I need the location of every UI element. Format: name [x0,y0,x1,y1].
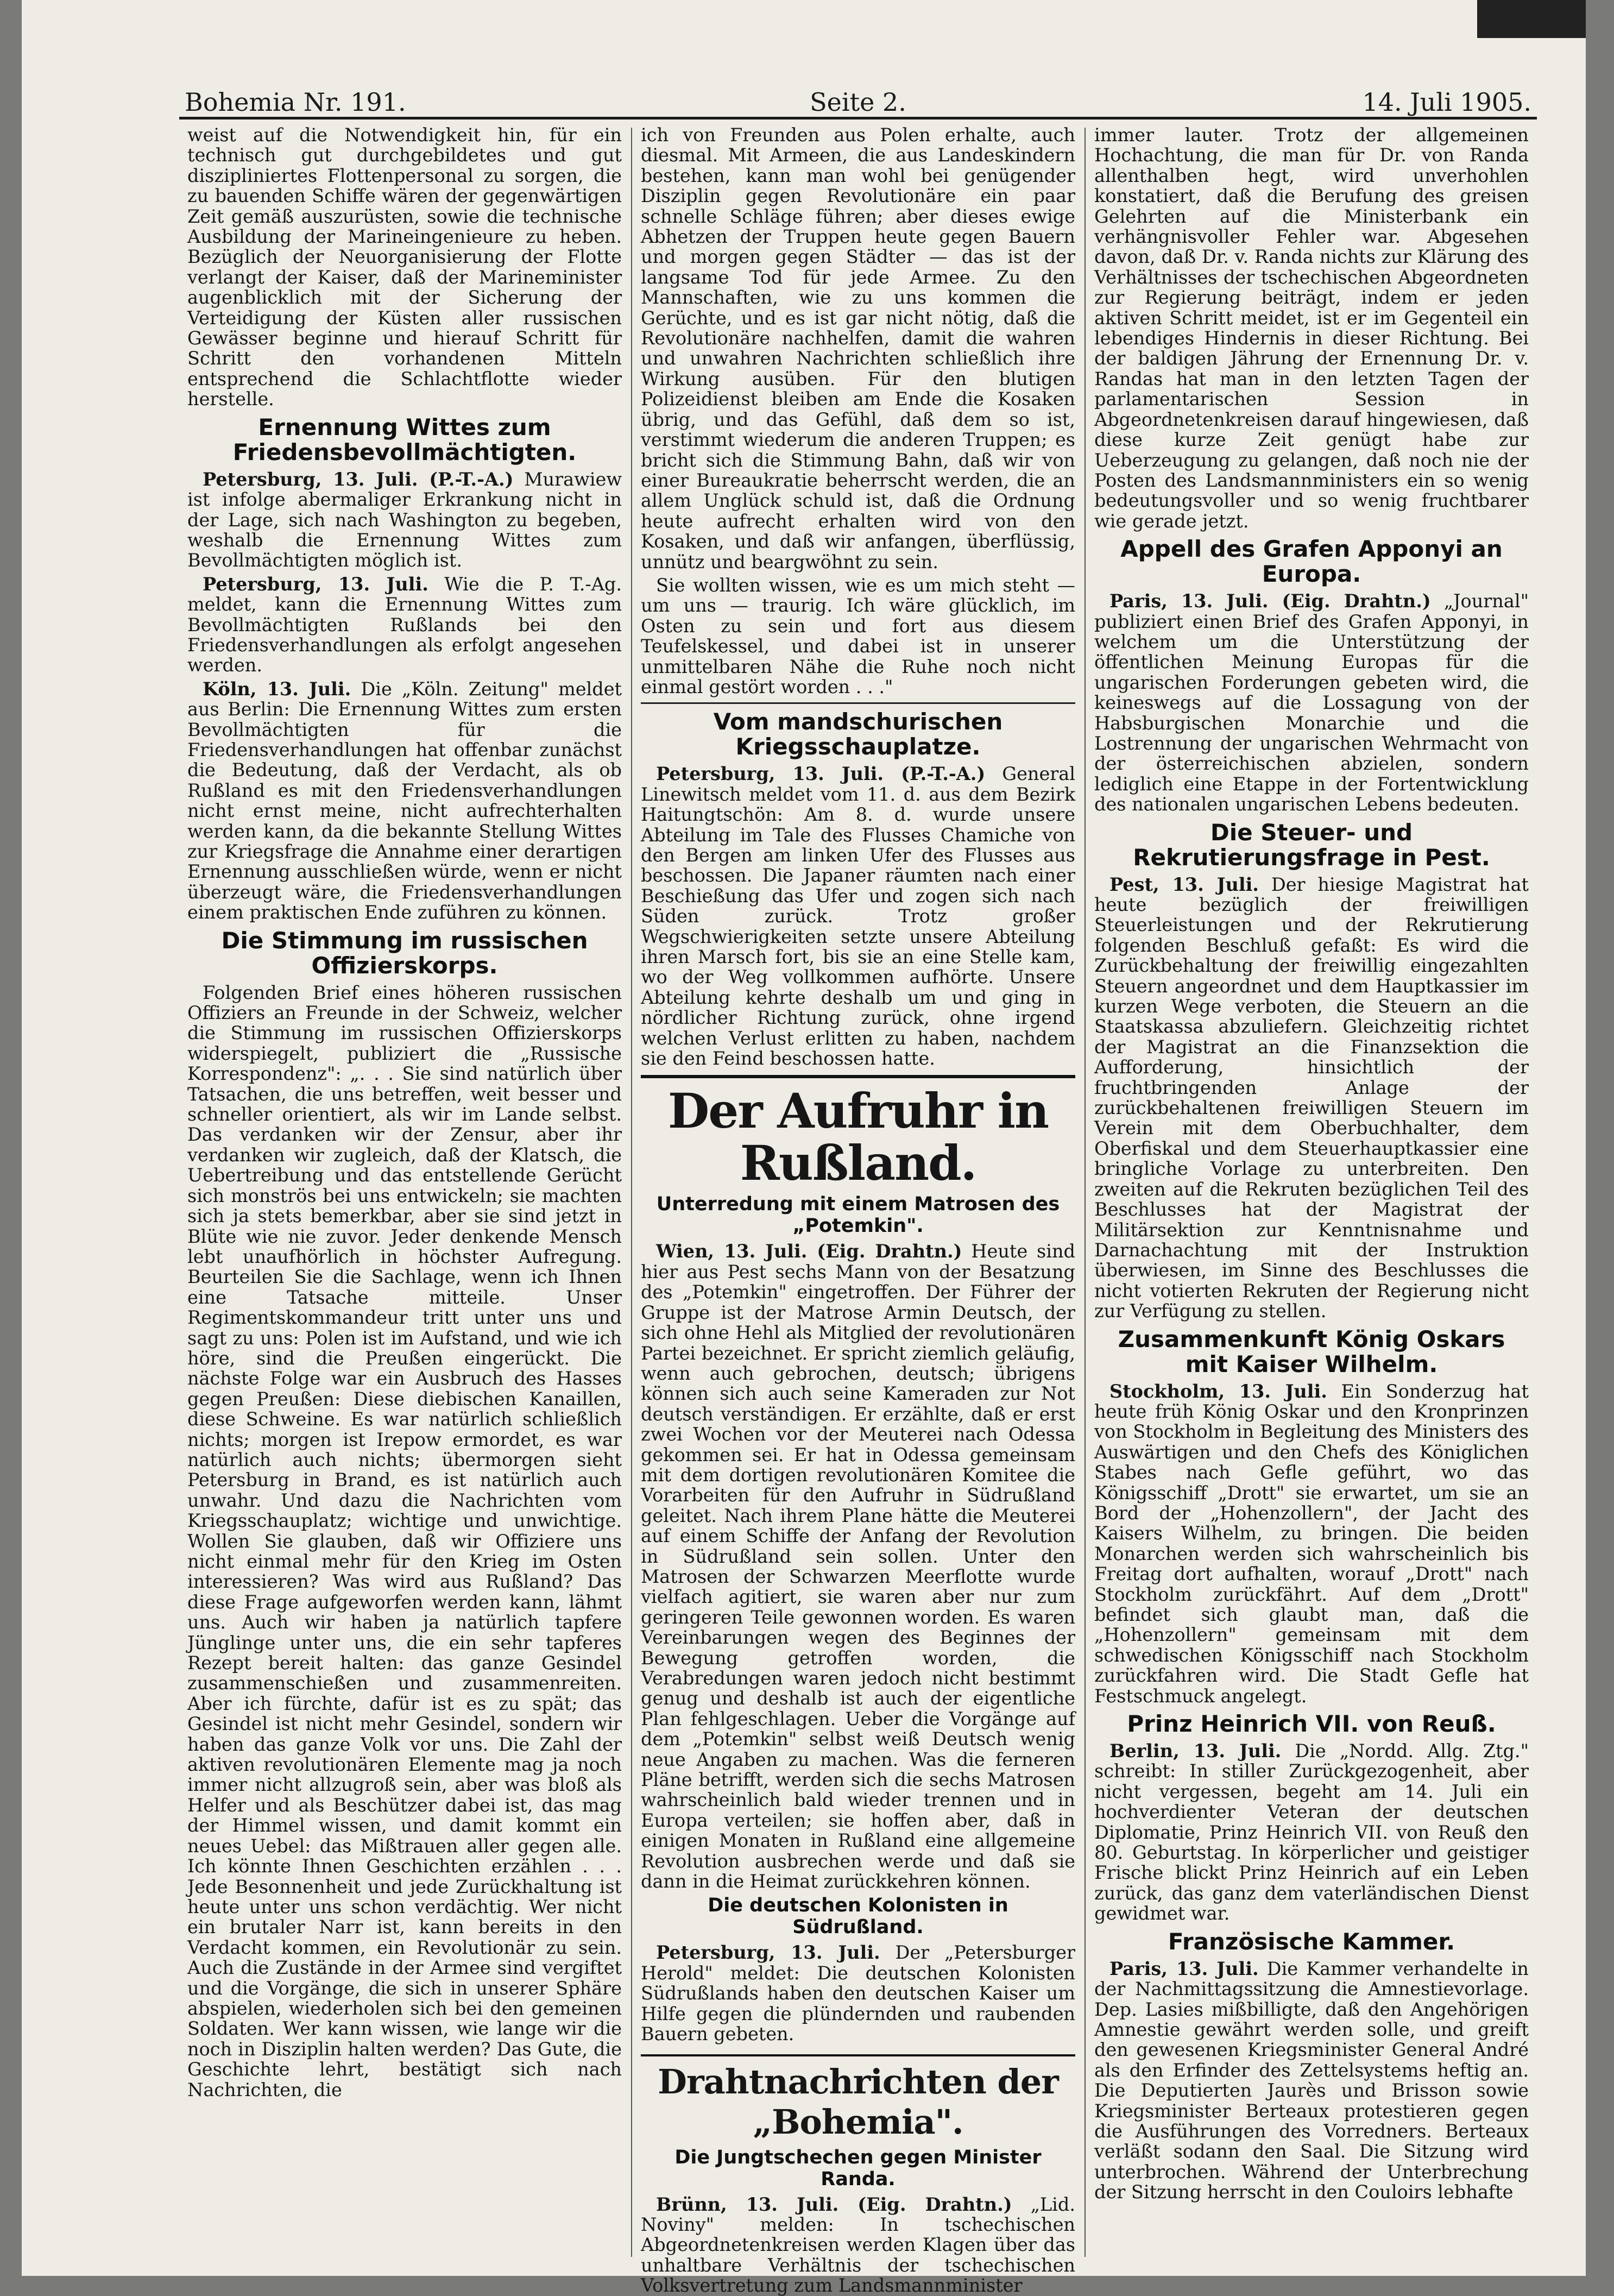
article-text [1094,591,1529,814]
article-text [1094,1741,1529,1924]
column-divider [631,128,632,2257]
header-rule [179,117,1537,119]
dateline: Petersburg, 13. Juli. (P.-T.-A.) [656,763,985,784]
headline-kammer: Französische Kammer. [1094,1929,1529,1954]
headline-kriegsschauplatz: Vom mandschurischen Kriegsschauplatze. [641,709,1075,759]
article-body: „Lid. Noviny" melden: In tschechischen Abgeordnetenkreisen werden Klagen über das unhaltbare Verhältnis der tschechischen Volksvertretung zum Landsmannminister [641,2194,1075,2296]
article-text: Folgenden Brief eines höheren russischen Offiziers an Freunde in der Schweiz, welcher die Stimmung im russischen Offizierskorps widerspiegelt, publiziert die „Russische Korrespondenz": „. . . Sie sind natürlich über Tatsachen, die uns betreffen, weit besser und schneller orientiert, als wir im Lande selbst. Das verdanken wir der Zensur, aber ihr verdanken wir zugleich, daß der Klatsch, die Uebertreibung und das entstellende Gerücht sich monströs bei uns entwickeln; sie machten sich ja stets bemerkbar, aber sie sind jetzt in Blüte wie nie zuvor. Jeder denkende Mensch lebt unaufhörlich in höchster Aufregung. Beurteilen Sie die Sachlage, wenn ich Ihnen eine Tatsache mitteile. Unser Regimentskommandeur tritt unter uns und sagt zu uns: Polen ist im Aufstand, und wie ich höre, sind die Preußen eingerückt. Die nächste Folge war ein Ausbruch des Hasses gegen Preußen: Diese diebischen Kanaillen, diese Schweine. Es war natürlich schließlich nichts; morgen ist Irepow ermordet, es war natürlich auch nichts; übermorgen sieht Petersburg in Brand, es ist natürlich auch unwahr. Und dazu die Nachrichten vom Kriegsschauplatz; wichtige und unwichtige. Wollen Sie glauben, daß wir Offiziere uns nicht einmal mehr für den Krieg im Osten interessieren? Was wird aus Rußland? Das diese Frage aufgeworfen werden kann, lähmt uns. Auch wir haben ja natürlich tapfere Jünglinge unter uns, die ein sehr tapferes Rezept bereit halten: das ganze Gesindel zusammenschießen und zusammenreiten. Aber ich fürchte, dafür ist es zu spät; das Gesindel ist nicht mehr Gesindel, sondern wir haben das ganze Volk vor uns. Die Zahl der aktiven revolutionären Elemente mag ja noch immer nicht allzugroß sein, aber was bloß als Helfer und als Beschützer dabei ist, das mag der Himmel wissen, und damit kommt ein neues Uebel: das Mißtrauen aller gegen alle. Ich könnte Ihnen Geschichten erzählen . . . Jede Besonnenheit und jede Zurückhaltung ist heute unter uns schon verdächtig. Wer nicht ein brutaler Narr ist, kann bereits in den Verdacht kommen, ein Revolutionär zu sein. Auch die Zustände in der Armee sind vergiftet und die Vorgänge, die sich in unserer Sphäre abspielen, wiederholen sich bei den gemeinen Soldaten. Wer kann wissen, wie lange wir die noch in Disziplin halten werden? Das Gute, die Geschichte lehrt, bestätigt sich nach Nachrichten, die [187,983,622,2100]
dateline: Wien, 13. Juli. (Eig. Drahtn.) [656,1241,962,1262]
article-text [641,1241,1075,1891]
dateline: Paris, 13. Juli. [1109,1958,1259,1979]
dateline: Berlin, 13. Juli. [1109,1740,1281,1762]
header-center: Seite 2. [185,87,1531,117]
article-text [187,679,622,923]
section-title-drahtnachrichten: Drahtnachrichten der „Bohemia". [641,2054,1075,2142]
column-3 [1094,125,1529,2260]
article-text: Sie wollten wissen, wie es um mich steht — um uns — traurig. Ich wäre glücklich, im Osten zu sein und fort aus diesem Teufelskessel, und dabei ist in unserer unmittelbaren Nähe die Ruhe noch nicht einmal gestört worden . . ." [641,575,1075,697]
dateline: Petersburg, 13. Juli. (P.-T.-A.) [203,469,514,490]
headline-witte: Ernennung Wittes zum Friedensbevollmächtigten. [187,415,622,465]
article-body: Der hiesige Magistrat hat heute bezüglich der freiwilligen Steuerleistungen und der Rekrutierung folgenden Beschluß gefaßt: Es wird die Zurückbehaltung der freiwillig eingezahlten Steuern angeordnet und dem Hauptkassier im kurzen Wege verboten, die Steuern an die Staatskassa abzuliefern. Gleichzeitig richtet der Magistrat an die Finanzsektion die Aufforderung, hinsichtlich der fruchtbringenden Anlage der zurückbehaltenen freiwilligen Steuern im Verein mit dem Oberbuchhalter, dem Oberfiskal und dem Steuerhauptkassier eine bringliche Vorlage zu unterbreiten. Den zweiten auf die Rekruten bezüglichen Teil des Beschlusses hat der Magistrat der Militärsektion zur Kenntnisnahme und Darnachachtung mit der Instruktion überwiesen, im Sinne des Beschlusses die nicht votierten Rekruten der Regierung nicht zur Verfügung zu stellen. [1094,874,1529,1322]
article-text [1094,1959,1529,2203]
article-text [641,764,1075,1068]
headline-offizierskorps: Die Stimmung im russischen Offizierskorps. [187,928,622,978]
headline-potemkin: Unterredung mit einem Matrosen des „Potemkin". [641,1193,1075,1237]
dateline: Paris, 13. Juli. (Eig. Drahtn.) [1109,590,1431,612]
article-body: Ein Sonderzug hat heute früh König Oskar und den Kronprinzen von Stockholm in Begleitung des Ministers des Auswärtigen und den Chefs des Königlichen Stabes nach Gefle geführt, wo das Königsschiff „Drott" sie erwartet, um sie an Bord der „Hohenzollern", der Jacht des Kaisers Wilhelm, zu bringen. Die beiden Monarchen werden sich wahrscheinlich bis Freitag dort aufhalten, worauf „Drott" nach Stockholm zurückfährt. Auf dem „Drott" befindet sich glaubt man, daß die „Hohenzollern" gemeinsam mit dem schwedischen Königsschiff nach Stockholm zurückfahren wird. Die Stadt Gefle hat Festschmuck angelegt. [1094,1381,1529,1707]
article-body: Die „Köln. Zeitung" meldet aus Berlin: Die Ernennung Wittes zum ersten Bevollmächtigten für die Friedensverhandlungen hat offenbar zunächst die Bedeutung, daß der Verdacht, als ob Rußland es mit den Friedensverhandlungen nicht ernst meine, nicht aufrechterhalten werden kann, da die bekannte Stellung Wittes zur Kriegsfrage die Annahme einer derartigen Ernennung ausschließen würde, wenn er nicht überzeugt wäre, die Friedensverhandlungen einem praktischen Ende zuführen zu können. [187,678,622,923]
headline-kolonisten: Die deutschen Kolonisten in Südrußland. [641,1895,1075,1938]
header-right: 14. Juli 1905. [1362,87,1531,117]
section-rule [641,702,1075,704]
column-2 [641,125,1075,2260]
scan-border [1477,0,1586,38]
article-body: Der „Petersburger Herold" meldet: Die deutschen Kolonisten Südrußlands haben den deutschen Kaiser um Hilfe gegen die plündernden und raubenden Bauern gebeten. [641,1942,1075,2045]
dateline: Petersburg, 13. Juli. [203,574,428,595]
article-text: weist auf die Notwendigkeit hin, für ein technisch gut durchgebildetes und gut diszipliniertes Flottenpersonal zu sorgen, die zu bauenden Schiffe wären der gegenwärtigen Zeit gemäß auszurüsten, sowie die technische Ausbildung der Marineingenieure zu heben. Bezüglich der Neuorganisierung der Flotte verlangt der Kaiser, daß der Marineminister augenblicklich mit der Sicherung der Verteidigung der Küsten aller russischen Gewässer beginne und hierauf Schritt für Schritt den vorhandenen Mitteln entsprechend die Schlachtflotte wieder herstelle. [187,125,622,410]
dateline: Brünn, 13. Juli. (Eig. Drahtn.) [656,2194,1012,2215]
headline-oskar-wilhelm: Zusammenkunft König Oskars mit Kaiser Wilhelm. [1094,1327,1529,1377]
article-body: Die Kammer verhandelte in der Nachmittagssitzung die Amnestievorlage. Dep. Lasies mißbilligte, daß den Angehörigen Amnestie gewährt werden solle, und greift den gewesenen Kriegsminister General André als den Erfinder des Zettelsystems heftig an. Die Deputierten Jaurès und Brisson sowie Kriegsminister Berteaux protestieren gegen die Ausführungen des Vorredners. Berteaux verläßt sodann den Saal. Die Sitzung wird unterbrochen. Während der Unterbrechung der Sitzung herrscht in den Couloirs lebhafte [1094,1958,1529,2203]
article-body: Heute sind hier aus Pest sechs Mann von der Besatzung des „Potemkin" eingetroffen. Der Führer der Gruppe ist der Matrose Armin Deutsch, der sich ohne Hehl als Mitglied der revolutionären Partei bezeichnet. Er spricht ziemlich geläufig, wenn auch gebrochen, deutsch; übrigens können sich auch seine Kameraden zur Not deutsch verständigen. Er erzählte, daß er erst zwei Wochen vor der Meuterei nach Odessa gekommen sei. Er hat in Odessa gemeinsam mit dem dortigen revolutionären Komitee die Vorarbeiten für den Aufruhr in Südrußland geleitet. Nach ihrem Plane hätte die Meuterei auf einem Schiffe der Anfang der Revolution in Südrußland sein sollen. Unter den Matrosen der Schwarzen Meerflotte wurde vielfach agitiert, sie waren aber nur zum geringeren Teile gewonnen worden. Es waren Vereinbarungen wegen des Beginnes der Bewegung getroffen worden, die Verabredungen waren jedoch nicht bestimmt genug und deshalb ist auch der eigentliche Plan fehlgeschlagen. Ueber die Vorgänge auf dem „Potemkin" selbst weiß Deutsch wenig neue Angaben zu machen. Was die ferneren Pläne betrifft, werden sich die sechs Matrosen wahrscheinlich bald wieder trennen und in Europa verteilen; sie hoffen aber, daß in einigen Monaten in Rußland eine allgemeine Revolution ausbrechen werde und daß sie dann in die Heimat zurückkehren können. [641,1241,1075,1892]
article-body: Murawiew ist infolge abermaliger Erkrankung nicht in der Lage, sich nach Washington zu begeben, weshalb die Ernennung Wittes zum Bevollmächtigten möglich ist. [187,469,622,571]
dateline: Petersburg, 13. Juli. [656,1942,880,1963]
article-body: Die „Nordd. Allg. Ztg." schreibt: In stiller Zurückgezogenheit, aber nicht vergessen, begeht am 14. Juli ein hochverdienter Veteran der deutschen Diplomatie, Prinz Heinrich VII. von Reuß den 80. Geburtstag. In körperlicher und geistiger Frische blickt Prinz Heinrich auf ein Leben zurück, das ganz dem vaterländischen Dienst gewidmet war. [1094,1740,1529,1924]
article-body: Wie die P. T.-Ag. meldet, kann die Ernennung Wittes zum Bevollmächtigten Rußlands bei den Friedensverhandlungen als erfolgt angesehen werden. [187,574,622,676]
headline-jungtschechen: Die Jungtschechen gegen Minister Randa. [641,2147,1075,2190]
header-left: Bohemia Nr. 191. [185,87,406,117]
article-text [641,2194,1075,2296]
article-text [187,469,622,571]
dateline: Stockholm, 13. Juli. [1109,1381,1327,1402]
article-body: „Journal" publiziert einen Brief des Grafen Apponyi, in welchem um die Unterstützung der öffentlichen Meinung Europas für die ungarischen Forderungen gebeten wird, die keineswegs auf die Lossagung von der Habsburgischen Monarchie und die Lostrennung der ungarischen Wehrmacht von der österreichischen abzielen, sondern lediglich eine Etappe in der Fortentwicklung des nationalen ungarischen Lebens bedeuten. [1094,590,1529,815]
page-header [185,73,1531,117]
dateline: Köln, 13. Juli. [203,678,351,700]
column-divider [1085,128,1086,2257]
column-1 [187,125,622,2260]
article-text [1094,875,1529,1322]
article-text: ich von Freunden aus Polen erhalte, auch diesmal. Mit Armeen, die aus Landeskindern bestehen, kann man wohl bei genügender Disziplin gegen Revolutionäre ein paar schnelle Schläge führen; aber dieses ewige Abhetzen der Truppen heute gegen Bauern und morgen gegen Städter — das ist der langsame Tod für jede Armee. Zu den Mannschaften, wie zu uns kommen die Gerüchte, und es ist gar nicht nötig, daß die Revolutionäre nachhelfen, damit die wahren und unwahren Nachrichten schließlich ihre Wirkung ausüben. Für den blutigen Polizeidienst bleiben am Ende die Kosaken übrig, und das Gefühl, daß dem so ist, verstimmt wiederum die anderen Truppen; es bricht sich die Stimmung Bahn, daß wir von einer Bureaukratie beherrscht werden, die an allem Unglück schuld ist, daß die Ordnung heute aufrecht erhalten wird von den Kosaken, und daß wir anfangen, überflüssig, unnütz und beargwöhnt zu sein. [641,125,1075,572]
section-title-aufruhr: Der Aufruhr in Rußland. [641,1075,1075,1189]
article-text: immer lauter. Trotz der allgemeinen Hochachtung, die man für Dr. von Randa allenthalben hegt, wird unverhohlen konstatiert, daß die Berufung des greisen Gelehrten auf die Ministerbank ein verhängnisvoller Fehler war. Abgesehen davon, daß Dr. v. Randa nichts zur Klärung des Verhältnisses der tschechischen Abgeordneten zur Regierung beiträgt, indem er jeden aktiven Schritt meidet, ist er im Gegenteil ein lebendiges Hindernis in dieser Richtung. Bei der baldigen Jährung der Ernennung Dr. v. Randas hat man in den letzten Tagen der parlamentarischen Session in Abgeordnetenkreisen darauf hingewiesen, daß diese kurze Zeit genügt habe zur Ueberzeugung zu gelangen, daß noch nie der Posten des Landsmannministers ein so wenig bedeutungsvoller und so wenig fruchtbarer wie gerade jetzt. [1094,125,1529,531]
article-text [187,574,622,676]
dateline: Pest, 13. Juli. [1109,874,1259,895]
newspaper-page [22,0,1586,2276]
headline-reuss: Prinz Heinrich VII. von Reuß. [1094,1712,1529,1737]
article-body: General Linewitsch meldet vom 11. d. aus dem Bezirk Haitungtschön: Am 8. d. wurde unsere Abteilung im Tale des Flusses Chamiche von den Bergen am linken Ufer des Flusses aus beschossen. Die Japaner räumten nach einer Beschießung das Ufer und zogen sich nach Süden zurück. Trotz großer Wegschwierigkeiten setzte unsere Abteilung ihren Marsch fort, bis sie an eine Stelle kam, wo der Weg vollkommen aufhörte. Unsere Abteilung kehrte deshalb um und ging in nördlicher Richtung zurück, ohne irgend welchen Verlust erlitten zu haben, nachdem sie den Feind beschossen hatte. [641,763,1075,1069]
headline-apponyi: Appell des Grafen Apponyi an Europa. [1094,537,1529,587]
article-text [641,1942,1075,2044]
article-text [1094,1381,1529,1707]
headline-steuerfrage: Die Steuer- und Rekrutierungsfrage in Pest. [1094,820,1529,870]
